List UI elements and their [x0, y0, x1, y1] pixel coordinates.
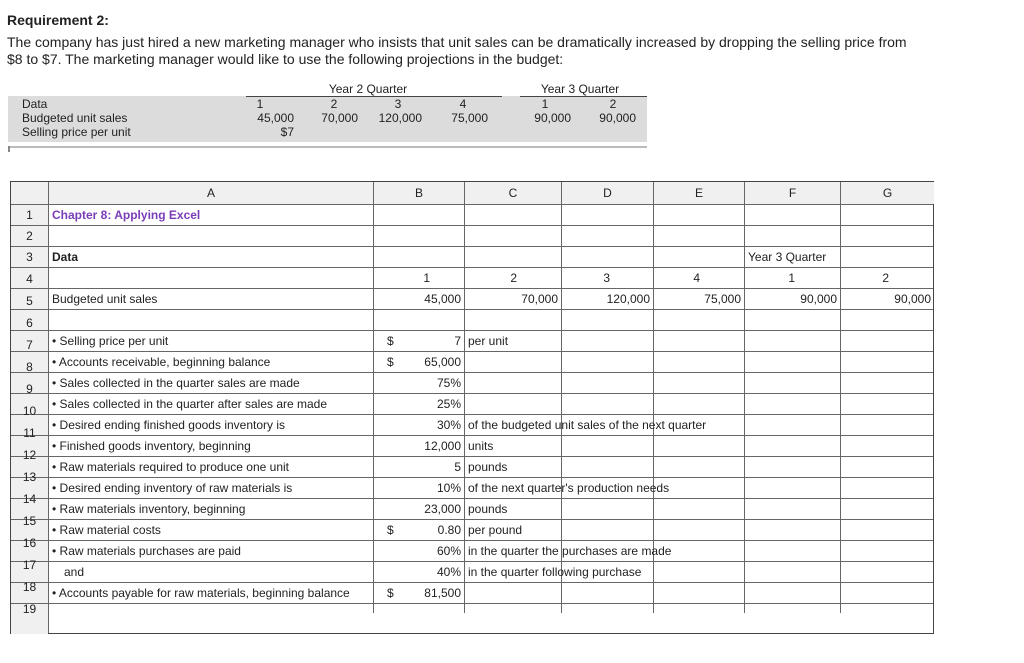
- grid-line: [11, 393, 933, 394]
- selling-price-value: $7: [280, 125, 294, 139]
- unit-sales-value: 70,000: [321, 111, 358, 125]
- assumption-note[interactable]: in the quarter the purchases are made: [468, 544, 672, 558]
- assumption-value[interactable]: 12,000: [424, 439, 461, 453]
- quarter-cell[interactable]: 2: [510, 271, 517, 285]
- assumption-value[interactable]: 60%: [436, 544, 461, 558]
- unit-sales-value: 75,000: [451, 111, 488, 125]
- year2-quarter-label: Year 2 Quarter: [328, 82, 408, 96]
- assumption-note[interactable]: per pound: [468, 523, 523, 537]
- assumption-label[interactable]: • Desired ending inventory of raw materials is: [52, 481, 293, 495]
- grid-line: [48, 182, 49, 633]
- unit-sales-cell[interactable]: 70,000: [521, 292, 558, 306]
- quarter-cell[interactable]: 1: [423, 271, 430, 285]
- unit-sales-value: 90,000: [599, 111, 636, 125]
- unit-sales-label-cell[interactable]: Budgeted unit sales: [52, 292, 158, 306]
- assumption-value[interactable]: 7: [454, 334, 461, 348]
- unit-sales-cell[interactable]: 45,000: [424, 292, 461, 306]
- grid-line: [11, 309, 933, 310]
- currency-symbol: $: [387, 586, 394, 600]
- year3-quarter-label: Year 3 Quarter: [540, 82, 620, 96]
- assumption-value[interactable]: 81,500: [424, 586, 461, 600]
- assumption-label[interactable]: • Accounts payable for raw materials, beginning balance: [52, 586, 350, 600]
- grid-line: [11, 435, 933, 436]
- assumption-note[interactable]: pounds: [468, 502, 508, 516]
- data-label: Data: [22, 97, 48, 111]
- grid-line: [11, 330, 933, 331]
- assumption-value[interactable]: 10%: [436, 481, 461, 495]
- requirement-title: Requirement 2:: [7, 12, 109, 28]
- assumption-label[interactable]: • Sales collected in the quarter sales are made: [52, 376, 300, 390]
- currency-symbol: $: [387, 523, 394, 537]
- row-number[interactable]: 14: [22, 492, 37, 506]
- unit-sales-value: 45,000: [257, 111, 294, 125]
- row-number[interactable]: 4: [26, 272, 33, 286]
- row-number[interactable]: 18: [22, 580, 37, 594]
- row-number[interactable]: 12: [22, 448, 37, 462]
- grid-line: [11, 267, 933, 268]
- q-label: 3: [394, 97, 402, 111]
- grid-line: [11, 561, 933, 562]
- row-number[interactable]: 2: [26, 229, 33, 243]
- assumption-value[interactable]: 65,000: [424, 355, 461, 369]
- selling-price-label: Selling price per unit: [22, 125, 131, 139]
- column-header-d[interactable]: D: [562, 182, 653, 204]
- q-label: 2: [609, 97, 617, 111]
- grid-line: [11, 477, 933, 478]
- assumption-note[interactable]: of the budgeted unit sales of the next quarter: [468, 418, 707, 432]
- row-number[interactable]: 11: [23, 426, 36, 440]
- grid-line: [11, 204, 933, 205]
- currency-symbol: $: [387, 355, 394, 369]
- assumption-label[interactable]: • Finished goods inventory, beginning: [52, 439, 251, 453]
- quarter-cell[interactable]: 1: [788, 271, 795, 285]
- column-header-e[interactable]: E: [654, 182, 744, 204]
- assumption-value[interactable]: 5: [454, 460, 461, 474]
- databox-corner-mark: [8, 146, 10, 152]
- quarter-cell[interactable]: 3: [603, 271, 610, 285]
- row-number[interactable]: 6: [26, 316, 33, 330]
- unit-sales-cell[interactable]: 120,000: [606, 292, 650, 306]
- grid-line: [11, 414, 933, 415]
- quarter-cell[interactable]: 4: [693, 271, 700, 285]
- assumption-label[interactable]: • Sales collected in the quarter after sales are made: [52, 397, 328, 411]
- assumption-value[interactable]: 23,000: [424, 502, 461, 516]
- grid-line: [11, 519, 933, 520]
- assumption-note[interactable]: of the next quarter's production needs: [468, 481, 670, 495]
- spreadsheet: [10, 181, 934, 634]
- grid-line: [11, 246, 933, 247]
- quarter-cell[interactable]: 2: [882, 271, 889, 285]
- grid-line: [11, 603, 933, 604]
- assumption-value[interactable]: 75%: [436, 376, 461, 390]
- currency-symbol: $: [387, 334, 394, 348]
- q-label: 1: [541, 97, 549, 111]
- grid-line: [11, 540, 933, 541]
- row-number[interactable]: 8: [26, 360, 33, 374]
- column-header-g[interactable]: G: [841, 182, 934, 204]
- assumption-note[interactable]: units: [468, 439, 494, 453]
- sheet-title-cell[interactable]: Chapter 8: Applying Excel: [52, 208, 201, 222]
- unit-sales-cell[interactable]: 75,000: [704, 292, 741, 306]
- row-number[interactable]: 10: [22, 404, 37, 418]
- unit-sales-label: Budgeted unit sales: [22, 111, 128, 125]
- assumption-label[interactable]: • Selling price per unit: [52, 334, 169, 348]
- unit-sales-cell[interactable]: 90,000: [800, 292, 837, 306]
- assumption-label[interactable]: • Raw materials purchases are paid: [52, 544, 241, 558]
- column-header-c[interactable]: C: [465, 182, 561, 204]
- column-header-f[interactable]: F: [745, 182, 840, 204]
- assumption-label[interactable]: • Raw material costs: [52, 523, 161, 537]
- assumption-value[interactable]: 40%: [436, 565, 461, 579]
- row-number[interactable]: 7: [26, 338, 33, 352]
- year3-quarter-cell[interactable]: Year 3 Quarter: [748, 250, 827, 264]
- grid-line: [11, 372, 933, 373]
- assumption-label[interactable]: and: [64, 565, 85, 579]
- unit-sales-value: 90,000: [534, 111, 571, 125]
- column-header-b[interactable]: B: [374, 182, 464, 204]
- unit-sales-cell[interactable]: 90,000: [894, 292, 931, 306]
- assumption-value[interactable]: 25%: [436, 397, 461, 411]
- data-label-cell[interactable]: Data: [52, 250, 79, 264]
- assumption-label[interactable]: • Raw materials required to produce one unit: [52, 460, 289, 474]
- grid-line: [11, 288, 933, 289]
- assumption-label[interactable]: • Desired ending finished goods inventory is: [52, 418, 286, 432]
- q-label: 1: [256, 97, 264, 111]
- grid-line: [11, 498, 933, 499]
- row-number[interactable]: 13: [22, 470, 37, 484]
- select-all-corner[interactable]: [11, 182, 48, 204]
- assumption-label[interactable]: • Accounts receivable, beginning balance: [52, 355, 271, 369]
- row-number[interactable]: 9: [26, 382, 33, 396]
- unit-sales-value: 120,000: [378, 111, 422, 125]
- row-number[interactable]: 15: [22, 514, 37, 528]
- row-number[interactable]: 17: [22, 558, 37, 572]
- row-number[interactable]: 3: [26, 250, 33, 264]
- grid-line: [11, 582, 933, 583]
- q-label: 4: [459, 97, 467, 111]
- row-number[interactable]: 5: [26, 294, 33, 308]
- grid-line: [11, 351, 933, 352]
- row-number[interactable]: 1: [26, 208, 33, 222]
- databox-bottom-rule: [8, 146, 647, 148]
- assumption-note[interactable]: pounds: [468, 460, 508, 474]
- requirement-text: The company has just hired a new marketing manager who insists that unit sales can be dramatically increased by dropping the selling price from $8 to $7. The marketing manager would like to use the following projections in the budget:: [7, 34, 907, 67]
- assumption-note[interactable]: in the quarter following purchase: [468, 565, 642, 579]
- assumption-value[interactable]: 0.80: [437, 523, 461, 537]
- row-number[interactable]: 19: [22, 602, 37, 616]
- assumption-note[interactable]: per unit: [468, 334, 509, 348]
- q-label: 2: [330, 97, 338, 111]
- grid-line: [11, 225, 933, 226]
- assumption-label[interactable]: • Raw materials inventory, beginning: [52, 502, 246, 516]
- assumption-value[interactable]: 30%: [436, 418, 461, 432]
- grid-line: [11, 456, 933, 457]
- projection-data-box: [8, 80, 647, 151]
- column-header-a[interactable]: A: [49, 182, 373, 204]
- row-number[interactable]: 16: [22, 536, 37, 550]
